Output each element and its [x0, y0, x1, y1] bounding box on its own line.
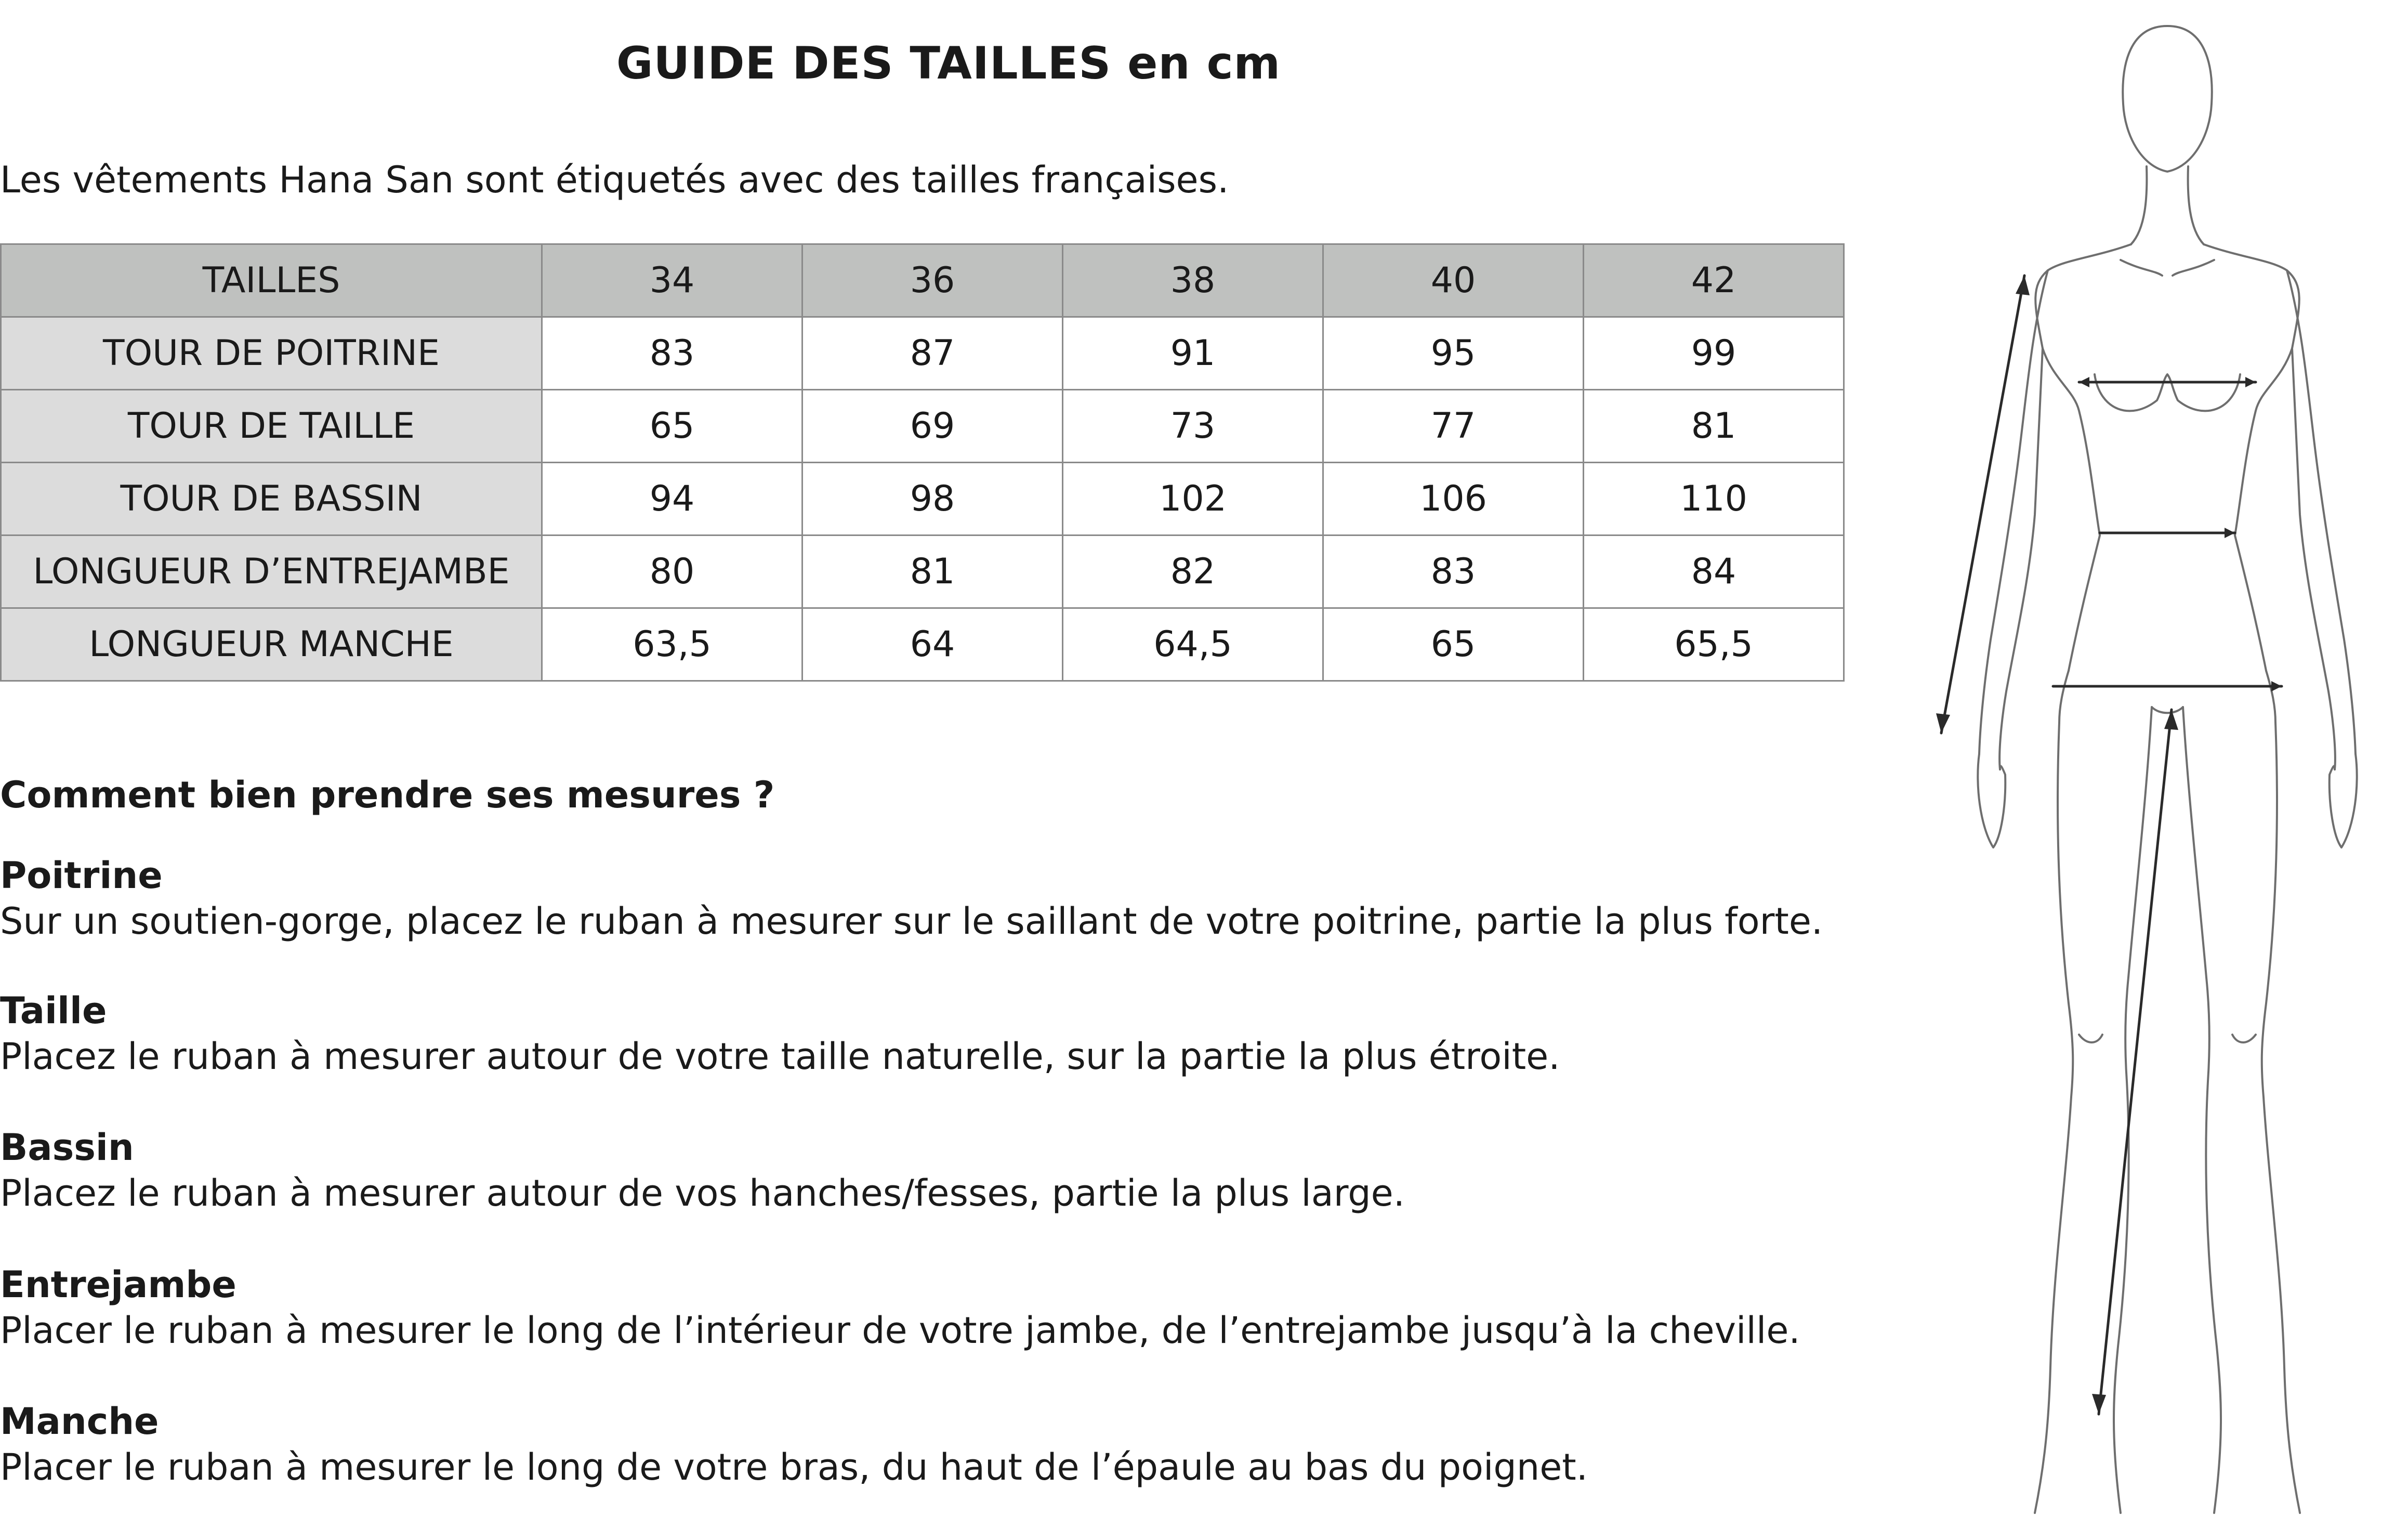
section-text: Placez le ruban à mesurer autour de vos hanches/fesses, partie la plus large. [0, 1172, 1405, 1214]
page-title: GUIDE DES TAILLES en cm [616, 37, 1281, 89]
howto-title: Comment bien prendre ses mesures ? [0, 774, 775, 816]
row-label: TOUR DE TAILLE [1, 390, 542, 463]
section-manche [0, 1399, 1588, 1490]
section-heading: Taille [0, 989, 107, 1032]
header-cell-size: 38 [1063, 244, 1323, 317]
table-cell: 83 [542, 317, 802, 390]
table-cell: 87 [802, 317, 1063, 390]
figure-neck [2131, 166, 2204, 244]
inseam-measure-line [2099, 710, 2172, 1414]
inseam-arrow-bottom [2092, 1394, 2106, 1414]
bust-arrow-left [2079, 377, 2089, 387]
body-figure-illustration [1923, 16, 2406, 1523]
section-taille [0, 988, 1560, 1079]
row-label: LONGUEUR MANCHE [1, 608, 542, 681]
table-cell: 94 [542, 463, 802, 536]
table-cell: 95 [1323, 317, 1584, 390]
table-cell: 98 [802, 463, 1063, 536]
table-cell: 99 [1584, 317, 1844, 390]
table-cell: 82 [1063, 536, 1323, 608]
table-cell: 65,5 [1584, 608, 1844, 681]
table-cell: 110 [1584, 463, 1844, 536]
intro-text: Les vêtements Hana San sont étiquetés avec des tailles françaises. [0, 159, 1229, 201]
figure-hips [2059, 671, 2275, 723]
figure-left-arm [1979, 270, 2048, 769]
table-cell: 91 [1063, 317, 1323, 390]
row-label: TOUR DE POITRINE [1, 317, 542, 390]
table-cell: 64,5 [1063, 608, 1323, 681]
table-cell: 63,5 [542, 608, 802, 681]
table-row-tour-de-poitrine [1, 317, 1844, 390]
section-text: Sur un soutien-gorge, placez le ruban à mesurer sur le saillant de votre poitrine, partie la plus forte. [0, 900, 1823, 943]
table-cell: 65 [542, 390, 802, 463]
header-cell-tailles: TAILLES [1, 244, 542, 317]
table-cell: 106 [1323, 463, 1584, 536]
size-table [0, 243, 1845, 682]
figure-head [2123, 26, 2212, 172]
table-cell: 69 [802, 390, 1063, 463]
table-cell: 64 [802, 608, 1063, 681]
figure-left-leg [2035, 707, 2152, 1513]
row-label: TOUR DE BASSIN [1, 463, 542, 536]
table-row-longueur-entrejambe [1, 536, 1844, 608]
figure-right-arm [2287, 270, 2356, 769]
section-text: Placer le ruban à mesurer le long de l’intérieur de votre jambe, de l’entrejambe jusqu’à la cheville. [0, 1309, 1800, 1352]
table-cell: 65 [1323, 608, 1584, 681]
figure-left-hand [1978, 754, 2005, 847]
table-header-row [1, 244, 1844, 317]
figure-right-hand [2330, 754, 2357, 847]
figure-torso [2035, 244, 2299, 671]
figure-bust [2095, 374, 2240, 411]
table-row-tour-de-bassin [1, 463, 1844, 536]
table-row-tour-de-taille [1, 390, 1844, 463]
header-cell-size: 36 [802, 244, 1063, 317]
bust-arrow-right [2245, 377, 2256, 387]
table-cell: 80 [542, 536, 802, 608]
section-heading: Entrejambe [0, 1263, 236, 1306]
table-cell: 81 [802, 536, 1063, 608]
hip-arrow-right [2271, 681, 2282, 691]
section-entrejambe [0, 1262, 1800, 1353]
section-heading: Bassin [0, 1126, 134, 1169]
header-cell-size: 42 [1584, 244, 1844, 317]
figure-crotch [2152, 707, 2183, 713]
table-cell: 84 [1584, 536, 1844, 608]
figure-right-leg [2183, 707, 2300, 1513]
section-heading: Poitrine [0, 854, 163, 897]
section-bassin [0, 1125, 1405, 1216]
header-cell-size: 40 [1323, 244, 1584, 317]
table-cell: 83 [1323, 536, 1584, 608]
header-cell-size: 34 [542, 244, 802, 317]
table-cell: 81 [1584, 390, 1844, 463]
section-text: Placer le ruban à mesurer le long de votre bras, du haut de l’épaule au bas du poignet. [0, 1446, 1588, 1488]
table-cell: 77 [1323, 390, 1584, 463]
section-heading: Manche [0, 1400, 159, 1443]
figure-collarbones [2121, 260, 2214, 276]
row-label: LONGUEUR D’ENTREJAMBE [1, 536, 542, 608]
section-text: Placez le ruban à mesurer autour de votre taille naturelle, sur la partie la plus étroite. [0, 1035, 1560, 1078]
waist-arrow-right [2225, 528, 2235, 538]
table-cell: 102 [1063, 463, 1323, 536]
figure-knees [2079, 1035, 2256, 1042]
section-poitrine [0, 853, 1823, 944]
table-row-longueur-manche [1, 608, 1844, 681]
table-cell: 73 [1063, 390, 1323, 463]
